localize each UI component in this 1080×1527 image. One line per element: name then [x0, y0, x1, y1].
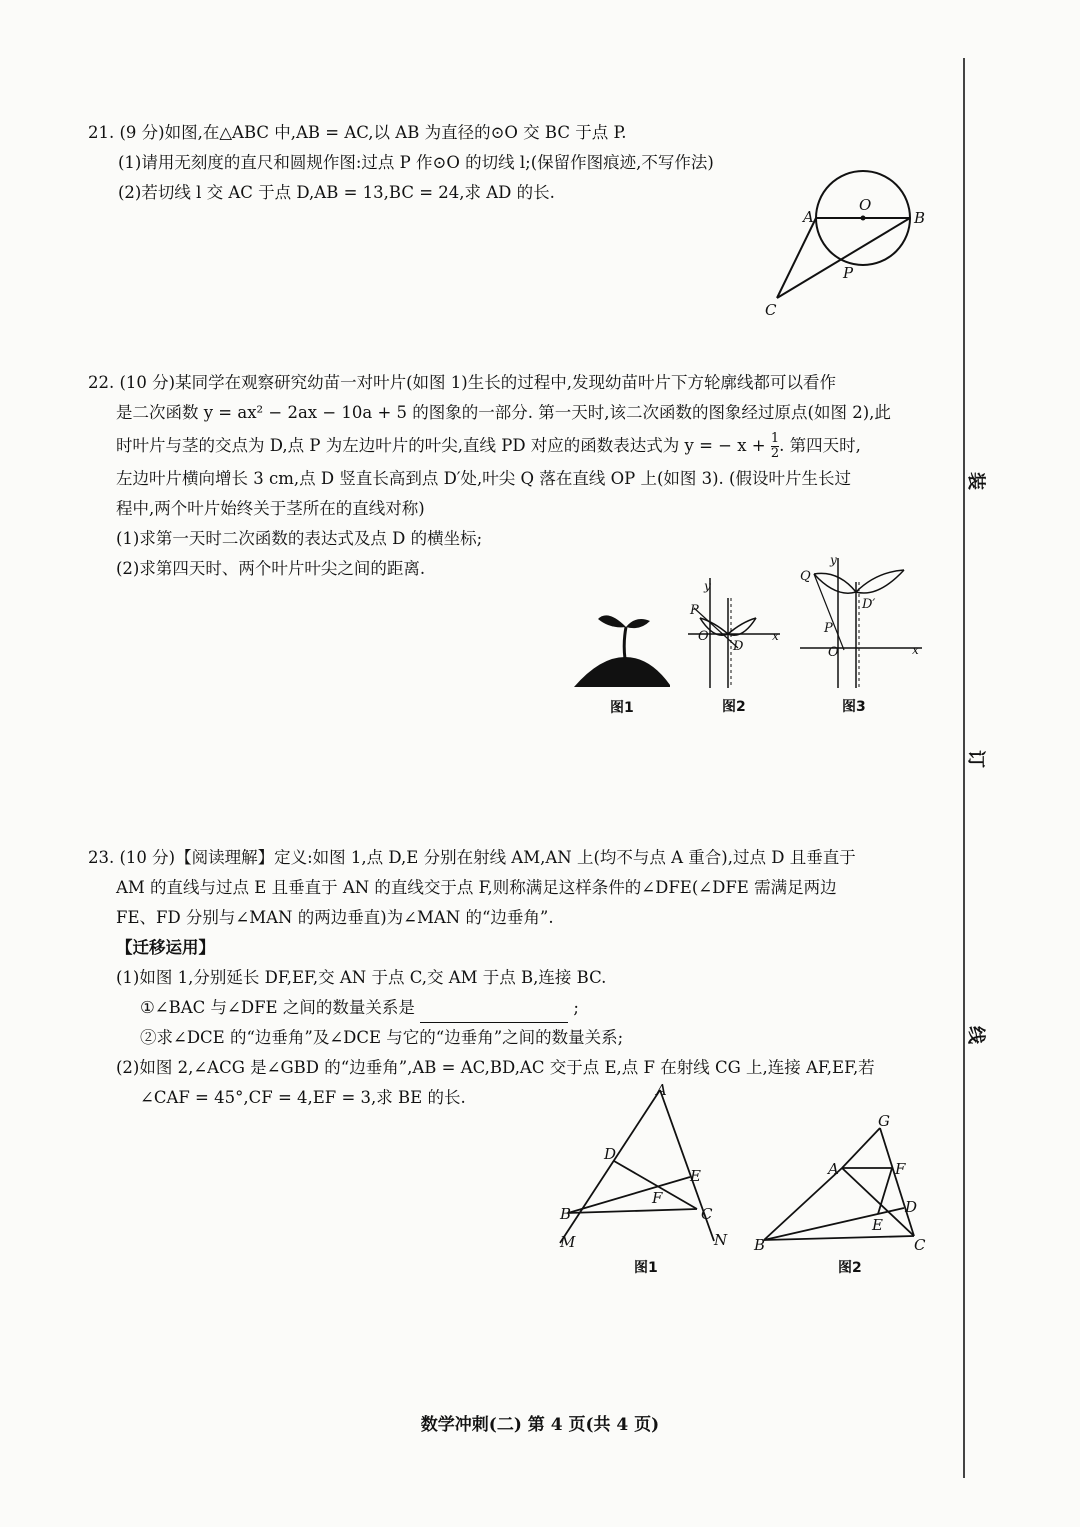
q23-figure-2 — [752, 1112, 932, 1276]
fig2-label-a: A — [828, 1160, 839, 1178]
margin-char-xian: 线 — [965, 1026, 986, 1044]
fig1-label-d: D — [604, 1145, 617, 1163]
fig3-label-d-prime: D′ — [862, 597, 876, 612]
fig2-label-c: C — [914, 1236, 926, 1254]
fig3-label-y: y — [830, 553, 837, 567]
right-leaf — [626, 619, 650, 628]
page-footer: 数学冲刺(二) 第 4 页(共 4 页) — [420, 1415, 660, 1435]
q22-part2: (2)求第四天时、两个叶片叶尖之间的距离. — [116, 559, 426, 578]
binding-margin-line — [963, 58, 965, 1478]
fig1-label-c: C — [701, 1205, 713, 1223]
fraction-one-half — [771, 432, 779, 461]
label-c: C — [765, 301, 777, 319]
fig3-label-o: O — [828, 645, 839, 660]
caption-fig1: 图1 — [610, 700, 634, 716]
label-b: B — [914, 209, 926, 227]
fig1-label-n: N — [714, 1231, 728, 1249]
q22-line3 — [88, 428, 928, 464]
segment-bc — [764, 1236, 914, 1240]
q22-line4: 左边叶片横向增长 3 cm,点 D 竖直长高到点 D′处,叶尖 Q 落在直线 OP 上(如图 3). (假设叶片生长过 — [116, 469, 851, 488]
fig2-label-d: D — [905, 1198, 918, 1216]
fig1-label-f: F — [652, 1189, 663, 1207]
q22-part1: (1)求第一天时二次函数的表达式及点 D 的横坐标; — [116, 529, 483, 548]
q22-line2: 是二次函数 y = ax² − 2ax − 10a + 5 的图象的一部分. 第一天时,该二次函数的图象经过原点(如图 2),此 — [116, 403, 891, 422]
q23-part1a — [88, 993, 928, 1023]
q23-line2: AM 的直线与过点 E 且垂直于 AN 的直线交于点 F,则称满足这样条件的∠DFE(∠DFE 需满足两边 — [116, 878, 837, 897]
q23-section-heading: 【迁移运用】 — [116, 938, 215, 957]
q21-part2: (2)若切线 l 交 AC 于点 D,AB = 13,BC = 24,求 AD 的长. — [118, 183, 555, 202]
q23-part1a-text: ①∠BAC 与∠DFE 之间的数量关系是 — [140, 998, 415, 1017]
fig2-label-d: D — [733, 639, 744, 654]
q23-line3: FE、FD 分别与∠MAN 的两边垂直)为∠MAN 的“边垂角”. — [116, 908, 554, 927]
q22-line3-a: 时叶片与茎的交点为 D,点 P 为左边叶片的叶尖,直线 PD 对应的函数表达式为 y = − x + — [116, 436, 766, 455]
margin-char-ding: 订 — [965, 750, 986, 768]
fig2-label-g: G — [878, 1112, 890, 1130]
segment-fe — [878, 1168, 892, 1214]
segment-bd — [764, 1208, 904, 1240]
q23-part1b: ②求∠DCE 的“边垂角”及∠DCE 与它的“边垂角”之间的数量关系; — [140, 1028, 624, 1047]
q22-line5: 程中,两个叶片始终关于茎所在的直线对称) — [116, 499, 425, 518]
line-op — [814, 574, 844, 650]
fig3-label-q: Q — [800, 569, 811, 584]
left-leaf — [598, 615, 626, 627]
segment-ag — [842, 1128, 880, 1168]
label-o: O — [859, 196, 872, 214]
q23-figure-1 — [552, 1081, 732, 1276]
segment-ba — [764, 1168, 842, 1240]
q22-figure-1 — [570, 605, 680, 716]
fig2-label-f: F — [895, 1160, 906, 1178]
caption-fig3: 图3 — [842, 699, 866, 715]
fig1-label-a: A — [656, 1081, 667, 1099]
q23-part2: (2)如图 2,∠ACG 是∠GBD 的“边垂角”,AB = AC,BD,AC 交于点 E,点 F 在射线 CG 上,连接 AF,EF,若 — [116, 1058, 875, 1077]
label-a: A — [803, 208, 814, 226]
q21-figure — [755, 168, 935, 323]
caption-q23-fig1: 图1 — [634, 1260, 658, 1276]
ray-am — [560, 1090, 660, 1243]
fig2-label-o: O — [698, 629, 709, 644]
fig1-label-b: B — [560, 1205, 572, 1223]
fig2-label-x: x — [772, 629, 779, 643]
fig1-label-m: M — [560, 1233, 576, 1251]
fraction-numerator: 1 — [770, 431, 780, 446]
seedling-stem — [624, 627, 626, 659]
caption-fig2: 图2 — [722, 699, 746, 715]
caption-q23-fig2: 图2 — [838, 1260, 862, 1276]
fig2-label-p: P — [690, 603, 699, 618]
q23-part1: (1)如图 1,分别延长 DF,EF,交 AN 于点 C,交 AM 于点 B,连接 BC. — [116, 968, 607, 987]
answer-blank[interactable] — [420, 1004, 568, 1023]
center-dot — [861, 216, 866, 221]
q22-figure-2 — [688, 578, 788, 715]
segment-bc — [568, 1209, 697, 1213]
q23-part1a-end: ; — [573, 998, 579, 1017]
fraction-denominator: 2 — [770, 446, 780, 461]
q21-part1: (1)请用无刻度的直尺和圆规作图:过点 P 作⊙O 的切线 l;(保留作图痕迹,不写作法) — [118, 153, 714, 172]
margin-char-zhuang: 装 — [965, 472, 986, 490]
q23-line1: 23. (10 分)【阅读理解】定义:如图 1,点 D,E 分别在射线 AM,AN 上(均不与点 A 重合),过点 D 且垂直于 — [88, 848, 856, 867]
q22-line1: 22. (10 分)某同学在观察研究幼苗一对叶片(如图 1)生长的过程中,发现幼苗叶片下方轮廓线都可以看作 — [88, 373, 836, 392]
q23-part2b: ∠CAF = 45°,CF = 4,EF = 3,求 BE 的长. — [140, 1088, 466, 1107]
fig3-label-x: x — [912, 643, 919, 657]
q22-line3-b: . 第四天时, — [779, 436, 861, 455]
leaf-upper-contour — [814, 570, 904, 592]
fig2-label-e: E — [872, 1216, 883, 1234]
fig1-label-e: E — [690, 1167, 701, 1185]
fig2-label-y: y — [704, 579, 711, 593]
label-p: P — [843, 264, 854, 282]
question-23 — [88, 843, 928, 1113]
q22-figure-3 — [800, 552, 925, 715]
q21-header: 21. (9 分)如图,在△ABC 中,AB = AC,以 AB 为直径的⊙O 交 BC 于点 P. — [88, 123, 627, 142]
fig2-label-b: B — [754, 1236, 766, 1254]
soil-mound — [574, 657, 670, 687]
fig3-label-p: P — [824, 621, 833, 636]
